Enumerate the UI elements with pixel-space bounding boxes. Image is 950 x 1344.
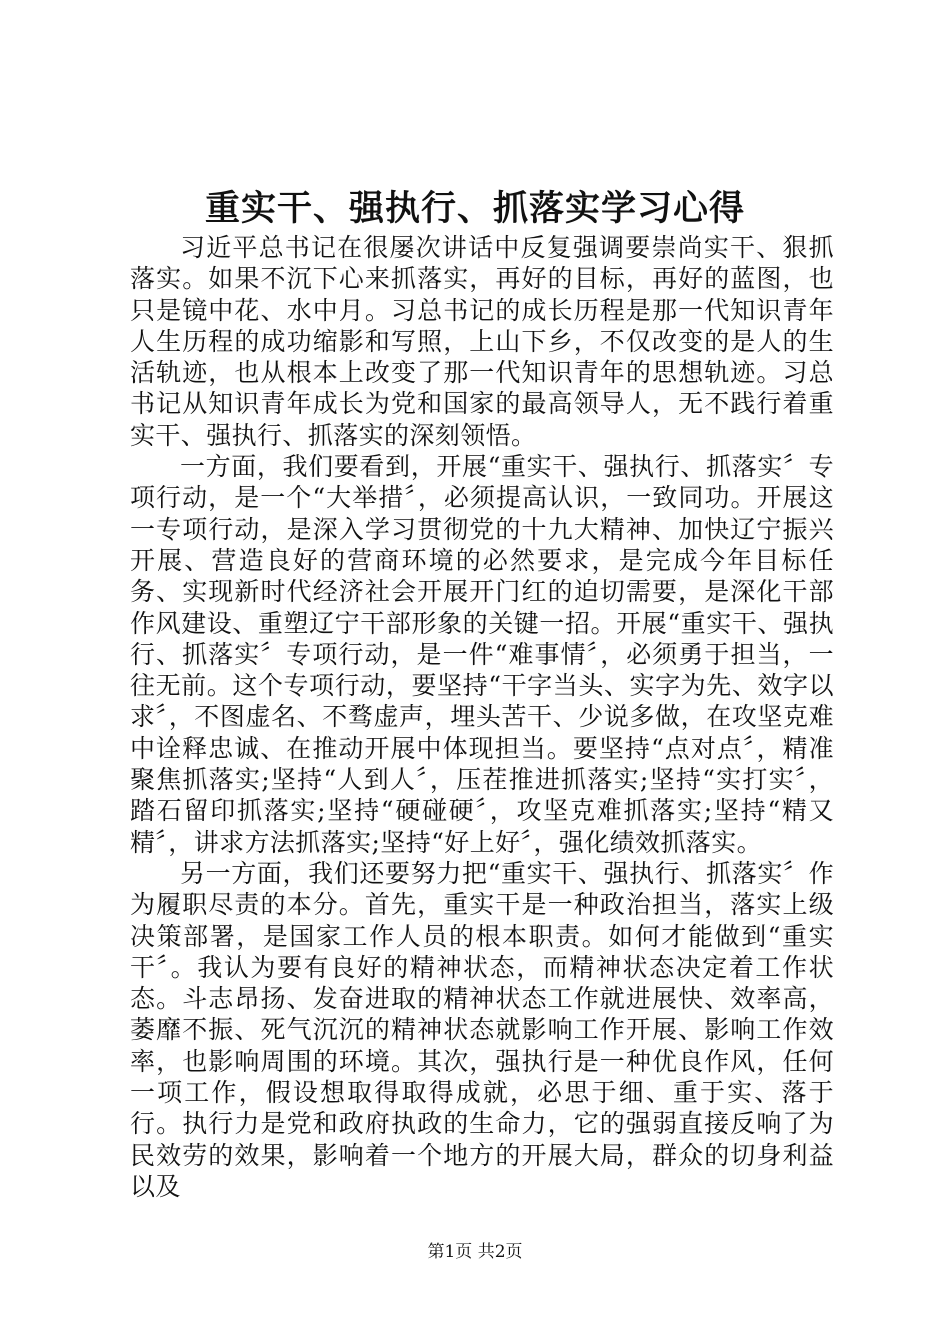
page-footer: 第1页 共2页 bbox=[427, 1242, 523, 1262]
document-title: 重实干、强执行、抓落实学习心得 bbox=[204, 188, 745, 229]
paragraph-2: 一方面，我们要看到，开展“重实干、强执行、抓落实〞专项行动，是一个“大举措〞，必须提高认识，一致同功。开展这一专项行动，是深入学习贯彻党的十九大精神、加快辽宁振兴开展、营造良好的营商环境的必然要求，是完成今年目标任务、实现新时代经济社会开展开门红的迫切需要，是深化干部作风建设、重塑辽宁干部形象的关键一招。开展“重实干、强执行、抓落实〞专项行动，是一件“难事情〞，必须勇于担当，一往无前。这个专项行动，要坚持“干字当头、实字为先、效字以求〞，不图虚名、不骛虚声，埋头苦干、少说多做，在攻坚克难中诠释忠诚、在推动开展中体现担当。要坚持“点对点〞，精准聚焦抓落实;坚持“人到人〞，压茬推进抓落实;坚持“实打实〞，踏石留印抓落实;坚持“硬碰硬〞，攻坚克难抓落实;坚持“精又精〞，讲求方法抓落实;坚持“好上好〞，强化绩效抓落实。 bbox=[130, 452, 834, 857]
paragraph-3: 另一方面，我们还要努力把“重实干、强执行、抓落实〞作为履职尽责的本分。首先，重实干是一种政治担当，落实上级决策部署，是国家工作人员的根本职责。如何才能做到“重实干〞。我认为要有良好的精神状态，而精神状态决定着工作状态。斗志昂扬、发奋进取的精神状态工作就进展快、效率高，萎靡不振、死气沉沉的精神状态就影响工作开展、影响工作效率，也影响周围的环境。其次，强执行是一种优良作风，任何一项工作，假设想取得取得成就，必思于细、重于实、落于行。执行力是党和政府执政的生命力，它的强弱直接反响了为民效劳的效果，影响着一个地方的开展大局，群众的切身利益以及 bbox=[130, 858, 834, 1201]
document-body bbox=[130, 232, 834, 1202]
paragraph-1: 习近平总书记在很屡次讲话中反复强调要崇尚实干、狠抓落实。如果不沉下心来抓落实，再好的目标，再好的蓝图，也只是镜中花、水中月。习总书记的成长历程是那一代知识青年人生历程的成功缩影和写照，上山下乡，不仅改变的是人的生活轨迹，也从根本上改变了那一代知识青年的思想轨迹。习总书记从知识青年成长为党和国家的最高领导人，无不践行着重实干、强执行、抓落实的深刻领悟。 bbox=[130, 233, 834, 450]
